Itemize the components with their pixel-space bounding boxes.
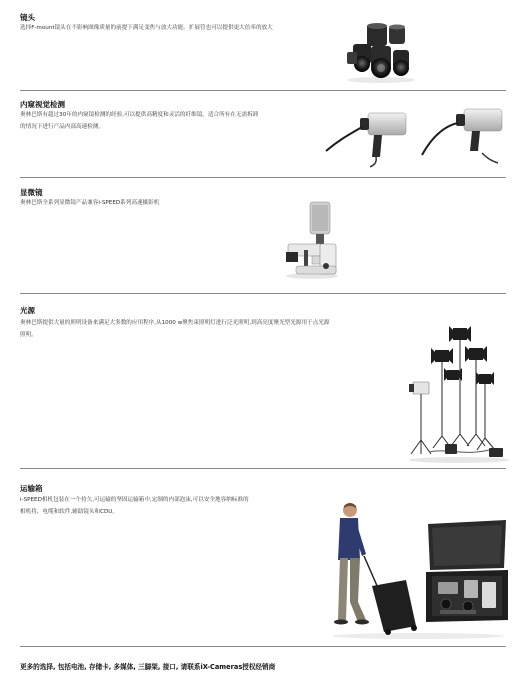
microscope-icon [282, 200, 342, 280]
section-desc-lenses [20, 22, 273, 34]
divider [20, 177, 506, 178]
section-title-lenses: 镜头 [20, 13, 35, 22]
divider [20, 293, 506, 294]
desc-line: 的情况下进行产品内部高速检测。 [20, 124, 104, 130]
section-desc-microscope [20, 197, 159, 209]
section-title-microscope: 显微镜 [20, 188, 43, 197]
transport-case-icon [328, 498, 512, 640]
desc-line: 奥林巴斯提供大量的照明设备来满足大多数的应用程序,从1000 w聚焦束照明灯进行泛光照明,到高亮度聚光型光源用于点光源 [20, 320, 330, 326]
section-desc-case [20, 494, 249, 518]
desc-line: i-SPEED相机包装在一个持久,可运输的坚固运输箱中,定制的内部泡沫,可以安全地容纳标准的 [20, 497, 249, 503]
lens-set-icon [345, 22, 417, 84]
divider [20, 646, 506, 647]
desc-line: 选择F-mount镜头在不影响图像质量的前提下满足变焦与放大功能。扩展管也可以提供更大倍率的放大 [20, 25, 273, 31]
section-title-case: 运输箱 [20, 484, 43, 493]
section-title-borescope: 内窥视觉检测 [20, 100, 65, 109]
desc-line: 奥林巴斯有超过30年的内窥镜检测的经验,可以提供高精度和灵活的纤维镜。适合所有在无需拆卸 [20, 112, 259, 118]
desc-line: 相机将、电缆和软件,辅助镜头和CDU。 [20, 509, 118, 515]
divider [20, 468, 506, 469]
desc-line: 奥林巴斯全系列显微镜产品兼容i-SPEED系列高速摄影机 [20, 200, 160, 206]
footer-note: 更多的选择, 包括电池, 存储卡, 多媒体, 三脚架, 接口, 请联系iX-Cameras授权经销商 [20, 663, 276, 671]
section-desc-lighting [20, 317, 329, 341]
section-title-lighting: 光源 [20, 306, 35, 315]
desc-line: 照明。 [20, 332, 37, 338]
borescope-camera-icon [322, 105, 512, 169]
section-desc-borescope [20, 109, 258, 133]
lighting-stands-icon [405, 324, 511, 464]
divider [20, 90, 506, 91]
